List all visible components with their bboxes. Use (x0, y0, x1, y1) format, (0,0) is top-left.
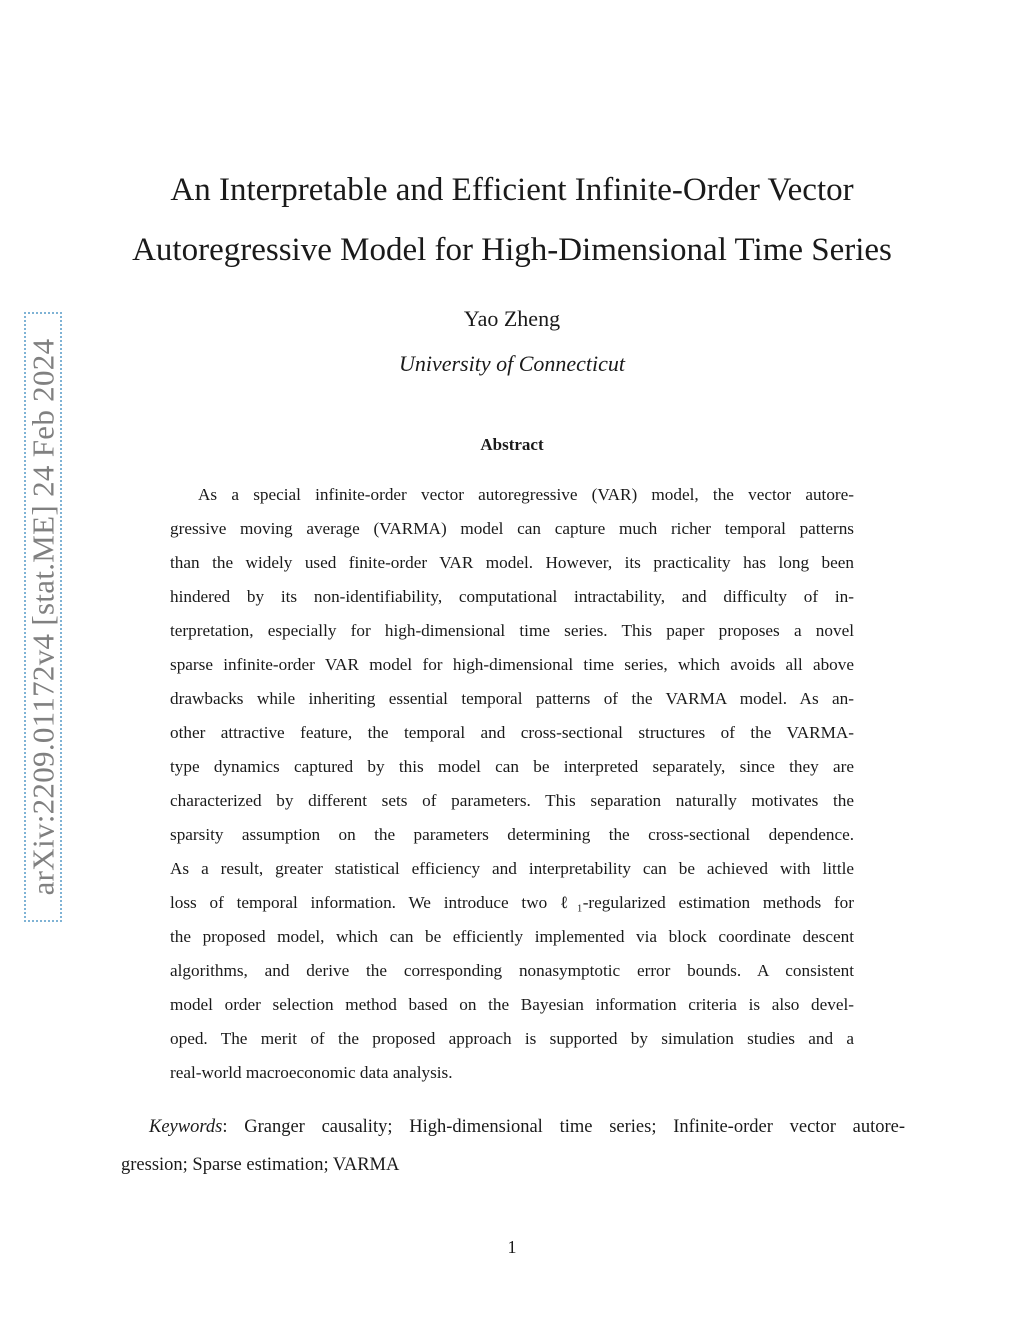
abstract-line: model order selection method based on the Bayesian information criteria is also devel- (170, 995, 854, 1014)
paper-title (0, 160, 1024, 280)
keywords-line-2: gression; Sparse estimation; VARMA (121, 1155, 400, 1175)
title-line-2: Autoregressive Model for High-Dimensional Time Series (132, 232, 892, 268)
abstract-heading: Abstract (480, 435, 544, 454)
abstract-line: than the widely used finite-order VAR model. However, its practicality has long been (170, 553, 854, 572)
abstract-line: drawbacks while inheriting essential temporal patterns of the VARMA model. As an- (170, 689, 854, 708)
abstract-line: oped. The merit of the proposed approach is supported by simulation studies and a (170, 1029, 854, 1048)
abstract-line: real-world macroeconomic data analysis. (170, 1063, 453, 1082)
author-name: Yao Zheng (463, 306, 561, 331)
keywords-line-1 (121, 1108, 905, 1146)
keywords (121, 1108, 905, 1184)
abstract-line: the proposed model, which can be efficiently implemented via block coordinate descent (170, 927, 854, 946)
arxiv-stamp (24, 312, 62, 922)
author-affiliation: University of Connecticut (398, 351, 626, 376)
page-number: 1 (507, 1237, 517, 1257)
abstract-line: terpretation, especially for high-dimensional time series. This paper proposes a novel (170, 621, 854, 640)
keywords-label: Keywords (149, 1117, 223, 1137)
abstract-line: other attractive feature, the temporal and cross-sectional structures of the VARMA- (170, 723, 854, 742)
abstract-line: type dynamics captured by this model can be interpreted separately, since they are (170, 757, 854, 776)
abstract-line: sparse infinite-order VAR model for high-dimensional time series, which avoids all above (170, 655, 854, 674)
abstract-line: gressive moving average (VARMA) model can capture much richer temporal patterns (170, 519, 854, 538)
abstract-line: algorithms, and derive the corresponding nonasymptotic error bounds. A consistent (170, 961, 854, 980)
title-line-1: An Interpretable and Efficient Infinite-Order Vector (170, 172, 854, 208)
abstract-line: loss of temporal information. We introduce two ℓ₁-regularized estimation methods for (170, 893, 854, 912)
abstract-line: As a result, greater statistical efficiency and interpretability can be achieved with little (170, 859, 854, 878)
arxiv-id: arXiv:2209.01172v4 [stat.ME] 24 Feb 2024 (25, 338, 60, 896)
abstract-line: As a special infinite-order vector autoregressive (VAR) model, the vector autore- (198, 485, 854, 504)
abstract-line: characterized by different sets of parameters. This separation naturally motivates the (170, 791, 854, 810)
abstract-body (170, 478, 854, 1090)
abstract-line: hindered by its non-identifiability, computational intractability, and difficulty of in- (170, 587, 854, 606)
abstract-line: sparsity assumption on the parameters determining the cross-sectional dependence. (170, 825, 854, 844)
keywords-text-1: : Granger causality; High-dimensional time series; Infinite-order vector autore- (222, 1117, 905, 1137)
